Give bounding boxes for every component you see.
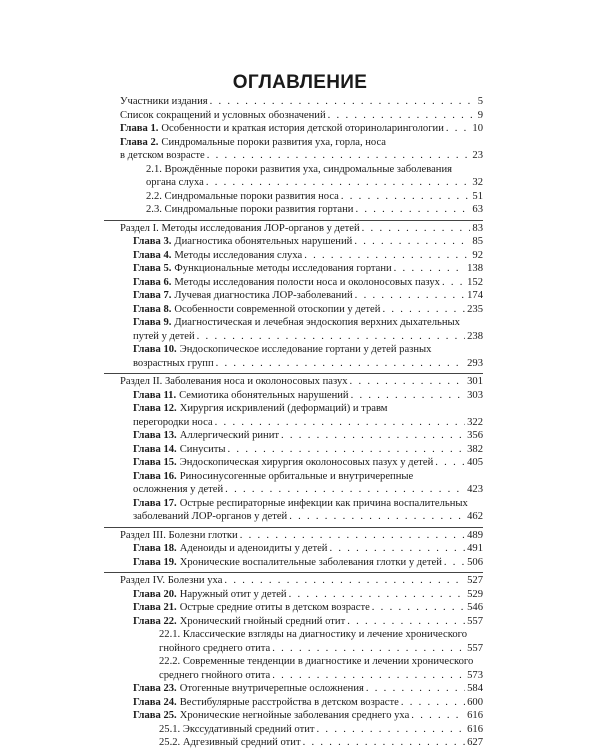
toc-entry-line <box>133 249 483 263</box>
toc-entry <box>104 389 483 403</box>
toc-entry-title: путей у детей <box>133 330 195 342</box>
page-number: 529 <box>467 588 483 600</box>
toc-entry <box>104 601 483 615</box>
dot-leader <box>341 190 471 204</box>
page-number: 23 <box>472 150 483 161</box>
toc-entry-line <box>133 303 483 317</box>
page-number: 491 <box>467 543 483 554</box>
dot-leader <box>350 375 466 389</box>
toc-entry-title: Семиотика обонятельных нарушений <box>179 389 349 401</box>
page-number: 235 <box>467 303 483 315</box>
dot-leader <box>207 149 471 163</box>
toc-entry-line <box>159 642 483 656</box>
chapter-number: Глава 17. <box>133 497 177 509</box>
page-number: 10 <box>472 123 483 134</box>
chapter-number: Глава 6. <box>133 276 172 288</box>
dot-leader <box>444 556 465 570</box>
toc-entry <box>104 527 483 543</box>
toc-entry-title: Особенности современной отоскопии у детей <box>174 303 381 315</box>
page-number: 627 <box>467 737 483 748</box>
dot-leader <box>372 601 465 615</box>
page-number: 32 <box>472 177 483 188</box>
toc-entry-title: заболеваний ЛОР-органов у детей <box>133 511 288 522</box>
toc-entry-line <box>133 601 483 615</box>
page-number: 573 <box>467 669 483 681</box>
toc-entry-title: возрастных групп <box>133 357 214 369</box>
toc-entry-line <box>120 136 483 150</box>
toc-entry-title: Диагностика обонятельных нарушений <box>174 236 353 247</box>
page-number: 584 <box>467 683 483 694</box>
chapter-number: Глава 3. <box>133 236 172 247</box>
toc-entry-title: гнойного среднего отита <box>159 642 271 654</box>
toc-entry-title: осложнения у детей <box>133 484 224 495</box>
chapter-number: Глава 11. <box>133 389 177 401</box>
toc-entry-line <box>159 669 483 683</box>
dot-leader <box>355 203 470 217</box>
toc-entry <box>104 709 483 723</box>
toc-entry-title: 2.3. Синдромальные пороки развития гортани <box>146 204 354 215</box>
toc-entry-title: Хирургия искривлений (деформаций) и травм <box>179 403 388 414</box>
toc-entry-title: Особенности и краткая история детской оториноларингологии <box>161 123 444 134</box>
toc-entry-title: Диагностическая и лечебная эндоскопия верхних дыхательных <box>174 317 460 328</box>
toc-entry-line <box>133 262 483 276</box>
toc-entry <box>104 682 483 696</box>
page-number: 600 <box>467 696 483 708</box>
chapter-number: Глава 19. <box>133 556 177 568</box>
dot-leader <box>351 389 466 403</box>
page-number: 616 <box>467 710 483 721</box>
dot-leader <box>366 682 465 696</box>
toc-entry-line <box>133 588 483 602</box>
dot-leader <box>394 262 465 276</box>
toc-entry-line <box>159 723 483 737</box>
chapter-number: Глава 24. <box>133 696 177 708</box>
page-number: 405 <box>467 457 483 468</box>
toc-entry-title: Наружный отит у детей <box>179 588 287 600</box>
page-number: 356 <box>467 430 483 441</box>
dot-leader <box>240 529 465 543</box>
toc-entry-title: Синдромальные пороки развития уха, горла, носа <box>161 136 387 148</box>
dot-leader <box>272 642 465 656</box>
toc-entry <box>104 109 483 123</box>
toc-entry-title: Синуситы <box>179 443 226 455</box>
dot-leader <box>281 429 465 443</box>
dot-leader <box>197 330 465 344</box>
toc-entry-line <box>120 95 483 109</box>
toc-entry-line <box>133 483 483 497</box>
toc-entry-line <box>133 542 483 556</box>
page-number: 489 <box>467 529 483 541</box>
toc-entry-line <box>120 222 483 236</box>
toc-entry-line <box>133 709 483 723</box>
toc-entry-line <box>133 343 483 357</box>
page-number: 92 <box>472 249 483 261</box>
page-number: 303 <box>467 389 483 401</box>
dot-leader <box>216 357 465 371</box>
toc-entry-title: Методы исследования полости носа и околоносовых пазух <box>174 276 440 288</box>
toc-entry-line <box>120 109 483 123</box>
page-number: 63 <box>472 204 483 215</box>
toc-entry-line <box>133 456 483 470</box>
toc-entry-line <box>146 176 483 190</box>
toc-entry <box>104 303 483 317</box>
chapter-number: Глава 2. <box>120 136 159 148</box>
toc-entry-title: Раздел IV. Болезни уха <box>120 575 223 586</box>
toc-entry-title: 22.1. Классические взгляды на диагностику и лечение хронического <box>159 629 468 640</box>
toc-entry <box>104 572 483 588</box>
toc-entry <box>104 497 483 524</box>
dot-leader <box>442 276 465 290</box>
toc-entry <box>104 262 483 276</box>
page-number: 616 <box>467 723 483 735</box>
toc-entry-title: Лучевая диагностика ЛОР-заболеваний <box>174 290 353 301</box>
dot-leader <box>272 669 465 683</box>
dot-leader <box>362 222 471 236</box>
chapter-number: Глава 8. <box>133 303 172 315</box>
dot-leader <box>215 416 465 430</box>
toc-entry-line <box>133 235 483 249</box>
toc-entry-title: 25.1. Экссудативный средний отит <box>159 723 315 735</box>
toc-entry <box>104 542 483 556</box>
chapter-number: Глава 5. <box>133 263 172 274</box>
chapter-number: Глава 13. <box>133 430 177 441</box>
toc-entry-title: среднего гнойного отита <box>159 669 271 681</box>
page-number: 382 <box>467 443 483 455</box>
toc-entry-line <box>159 628 483 642</box>
dot-leader <box>225 483 465 497</box>
toc-entry-line <box>159 655 483 669</box>
toc-entry-line <box>133 470 483 484</box>
toc-entry-line <box>120 149 483 163</box>
chapter-number: Глава 14. <box>133 443 177 455</box>
toc-entry-line <box>133 556 483 570</box>
dot-leader <box>382 303 465 317</box>
toc-entry-title: Хронические негнойные заболевания среднего уха <box>179 710 410 721</box>
toc-entry <box>104 696 483 710</box>
toc-entry-line <box>133 276 483 290</box>
toc-entry <box>104 190 483 204</box>
toc-entry-line <box>120 574 483 588</box>
dot-leader <box>446 122 471 136</box>
toc-entry <box>104 470 483 497</box>
chapter-number: Глава 25. <box>133 710 177 721</box>
toc-entry-title: Участники издания <box>120 96 208 107</box>
page-number: 9 <box>477 109 483 121</box>
toc-entry-title: Эндоскопическое исследование гортани у детей разных <box>179 344 432 355</box>
dot-leader <box>304 249 470 263</box>
toc-entry-line <box>146 203 483 217</box>
toc-entry <box>104 203 483 217</box>
chapter-number: Глава 7. <box>133 290 172 301</box>
toc-entry-title: Риносинусогенные орбитальные и внутричерепные <box>179 470 414 482</box>
toc-entry <box>104 235 483 249</box>
chapter-number: Глава 1. <box>120 123 159 134</box>
toc-entry-title: в детском возрасте <box>120 150 205 161</box>
toc-entry-title: 25.2. Адгезивный средний отит <box>159 737 301 748</box>
toc-entry-line <box>120 375 483 389</box>
page-number: 423 <box>467 484 483 495</box>
toc-entry <box>104 588 483 602</box>
toc-entry <box>104 136 483 163</box>
dot-leader <box>347 615 465 629</box>
toc-entry <box>104 373 483 389</box>
dot-leader <box>317 723 466 737</box>
toc-entry-line <box>133 696 483 710</box>
toc-entry <box>104 556 483 570</box>
toc-entry-line <box>133 416 483 430</box>
page-number: 527 <box>467 575 483 586</box>
toc-entry-line <box>133 510 483 524</box>
toc-entry-title: Эндоскопическая хирургия околоносовых пазух у детей <box>179 457 434 468</box>
toc-entry <box>104 220 483 236</box>
dot-leader <box>401 696 465 710</box>
page-number: 506 <box>467 556 483 568</box>
dot-leader <box>354 235 470 249</box>
page-number: 546 <box>467 602 483 613</box>
dot-leader <box>355 289 465 303</box>
toc-entry-title: Хронические воспалительные заболевания глотки у детей <box>179 556 442 568</box>
dot-leader <box>329 542 465 556</box>
dot-leader <box>411 709 465 723</box>
page-number: 238 <box>467 330 483 342</box>
toc-entry-line <box>133 316 483 330</box>
chapter-number: Глава 23. <box>133 683 177 694</box>
toc-entry-title: 2.1. Врождённые пороки развития уха, синдромальные заболевания <box>146 163 453 175</box>
toc-entry <box>104 655 483 682</box>
chapter-number: Глава 10. <box>133 344 177 355</box>
toc-entry-line <box>133 402 483 416</box>
toc-entry-title: Аденоиды и аденоидиты у детей <box>179 543 328 554</box>
dot-leader <box>328 109 476 123</box>
toc-entry-line <box>133 357 483 371</box>
table-of-contents <box>104 95 483 750</box>
toc-entry-title: Раздел II. Заболевания носа и околоносовых пазух <box>120 376 348 387</box>
toc-entry-line <box>133 330 483 344</box>
toc-entry <box>104 316 483 343</box>
page-number: 51 <box>472 190 483 202</box>
page-number: 557 <box>467 615 483 627</box>
chapter-number: Глава 16. <box>133 470 177 482</box>
toc-entry <box>104 628 483 655</box>
dot-leader <box>206 176 471 190</box>
page-number: 293 <box>467 357 483 369</box>
page-number: 138 <box>467 263 483 274</box>
page-number: 301 <box>467 376 483 387</box>
page-number: 152 <box>467 276 483 288</box>
toc-entry-line <box>133 289 483 303</box>
toc-entry <box>104 249 483 263</box>
toc-entry <box>104 95 483 109</box>
page-number: 85 <box>472 236 483 247</box>
toc-entry-title: перегородки носа <box>133 416 213 428</box>
toc-entry-title: Острые средние отиты в детском возрасте <box>179 602 370 613</box>
toc-entry-title: Список сокращений и условных обозначений <box>120 109 326 121</box>
toc-entry-line <box>133 443 483 457</box>
toc-entry <box>104 736 483 750</box>
toc-entry-line <box>133 615 483 629</box>
dot-leader <box>210 95 476 109</box>
page-title: ОГЛАВЛЕНИЕ <box>232 72 368 93</box>
dot-leader <box>303 736 466 750</box>
toc-entry-title: 2.2. Синдромальные пороки развития носа <box>146 190 339 202</box>
toc-entry-title: органа слуха <box>146 177 204 188</box>
chapter-number: Глава 22. <box>133 615 177 627</box>
toc-entry-line <box>146 163 483 177</box>
toc-entry <box>104 723 483 737</box>
toc-entry-title: Методы исследования слуха <box>174 249 303 261</box>
toc-entry-line <box>133 497 483 511</box>
chapter-number: Глава 18. <box>133 543 177 554</box>
dot-leader <box>224 574 465 588</box>
toc-entry-title: 22.2. Современные тенденции в диагностике и лечении хронического <box>159 656 474 667</box>
toc-entry <box>104 456 483 470</box>
toc-entry-line <box>159 736 483 750</box>
toc-entry <box>104 163 483 190</box>
dot-leader <box>289 510 465 524</box>
dot-leader <box>228 443 466 457</box>
toc-entry-title: Раздел I. Методы исследования ЛОР-органов у детей <box>120 222 360 234</box>
page-number: 83 <box>472 222 483 234</box>
toc-entry-line <box>146 190 483 204</box>
page-number: 5 <box>477 96 483 107</box>
chapter-number: Глава 4. <box>133 249 172 261</box>
dot-leader <box>435 456 465 470</box>
toc-entry-title: Функциональные методы исследования гортани <box>174 263 392 274</box>
toc-entry-line <box>133 389 483 403</box>
toc-entry-line <box>133 682 483 696</box>
toc-entry <box>104 276 483 290</box>
dot-leader <box>289 588 466 602</box>
toc-entry-title: Острые респираторные инфекции как причина воспалительных <box>179 497 468 509</box>
toc-entry-line <box>120 122 483 136</box>
toc-entry-title: Аллергический ринит <box>179 430 280 441</box>
chapter-number: Глава 9. <box>133 317 172 328</box>
toc-entry-title: Хронический гнойный средний отит <box>179 615 346 627</box>
toc-entry-title: Вестибулярные расстройства в детском возрасте <box>179 696 399 708</box>
toc-entry-title: Раздел III. Болезни глотки <box>120 529 238 541</box>
chapter-number: Глава 21. <box>133 602 177 613</box>
chapter-number: Глава 12. <box>133 403 177 414</box>
toc-entry <box>104 122 483 136</box>
toc-entry-line <box>133 429 483 443</box>
toc-entry <box>104 402 483 429</box>
toc-entry-title: Отогенные внутричерепные осложнения <box>179 683 364 694</box>
toc-entry <box>104 429 483 443</box>
page-number: 322 <box>467 416 483 428</box>
toc-entry <box>104 615 483 629</box>
toc-entry <box>104 343 483 370</box>
page-number: 174 <box>467 290 483 301</box>
page-number: 557 <box>467 642 483 654</box>
toc-entry <box>104 289 483 303</box>
chapter-number: Глава 20. <box>133 588 177 600</box>
toc-entry-line <box>120 529 483 543</box>
chapter-number: Глава 15. <box>133 457 177 468</box>
page-number: 462 <box>467 511 483 522</box>
toc-entry <box>104 443 483 457</box>
